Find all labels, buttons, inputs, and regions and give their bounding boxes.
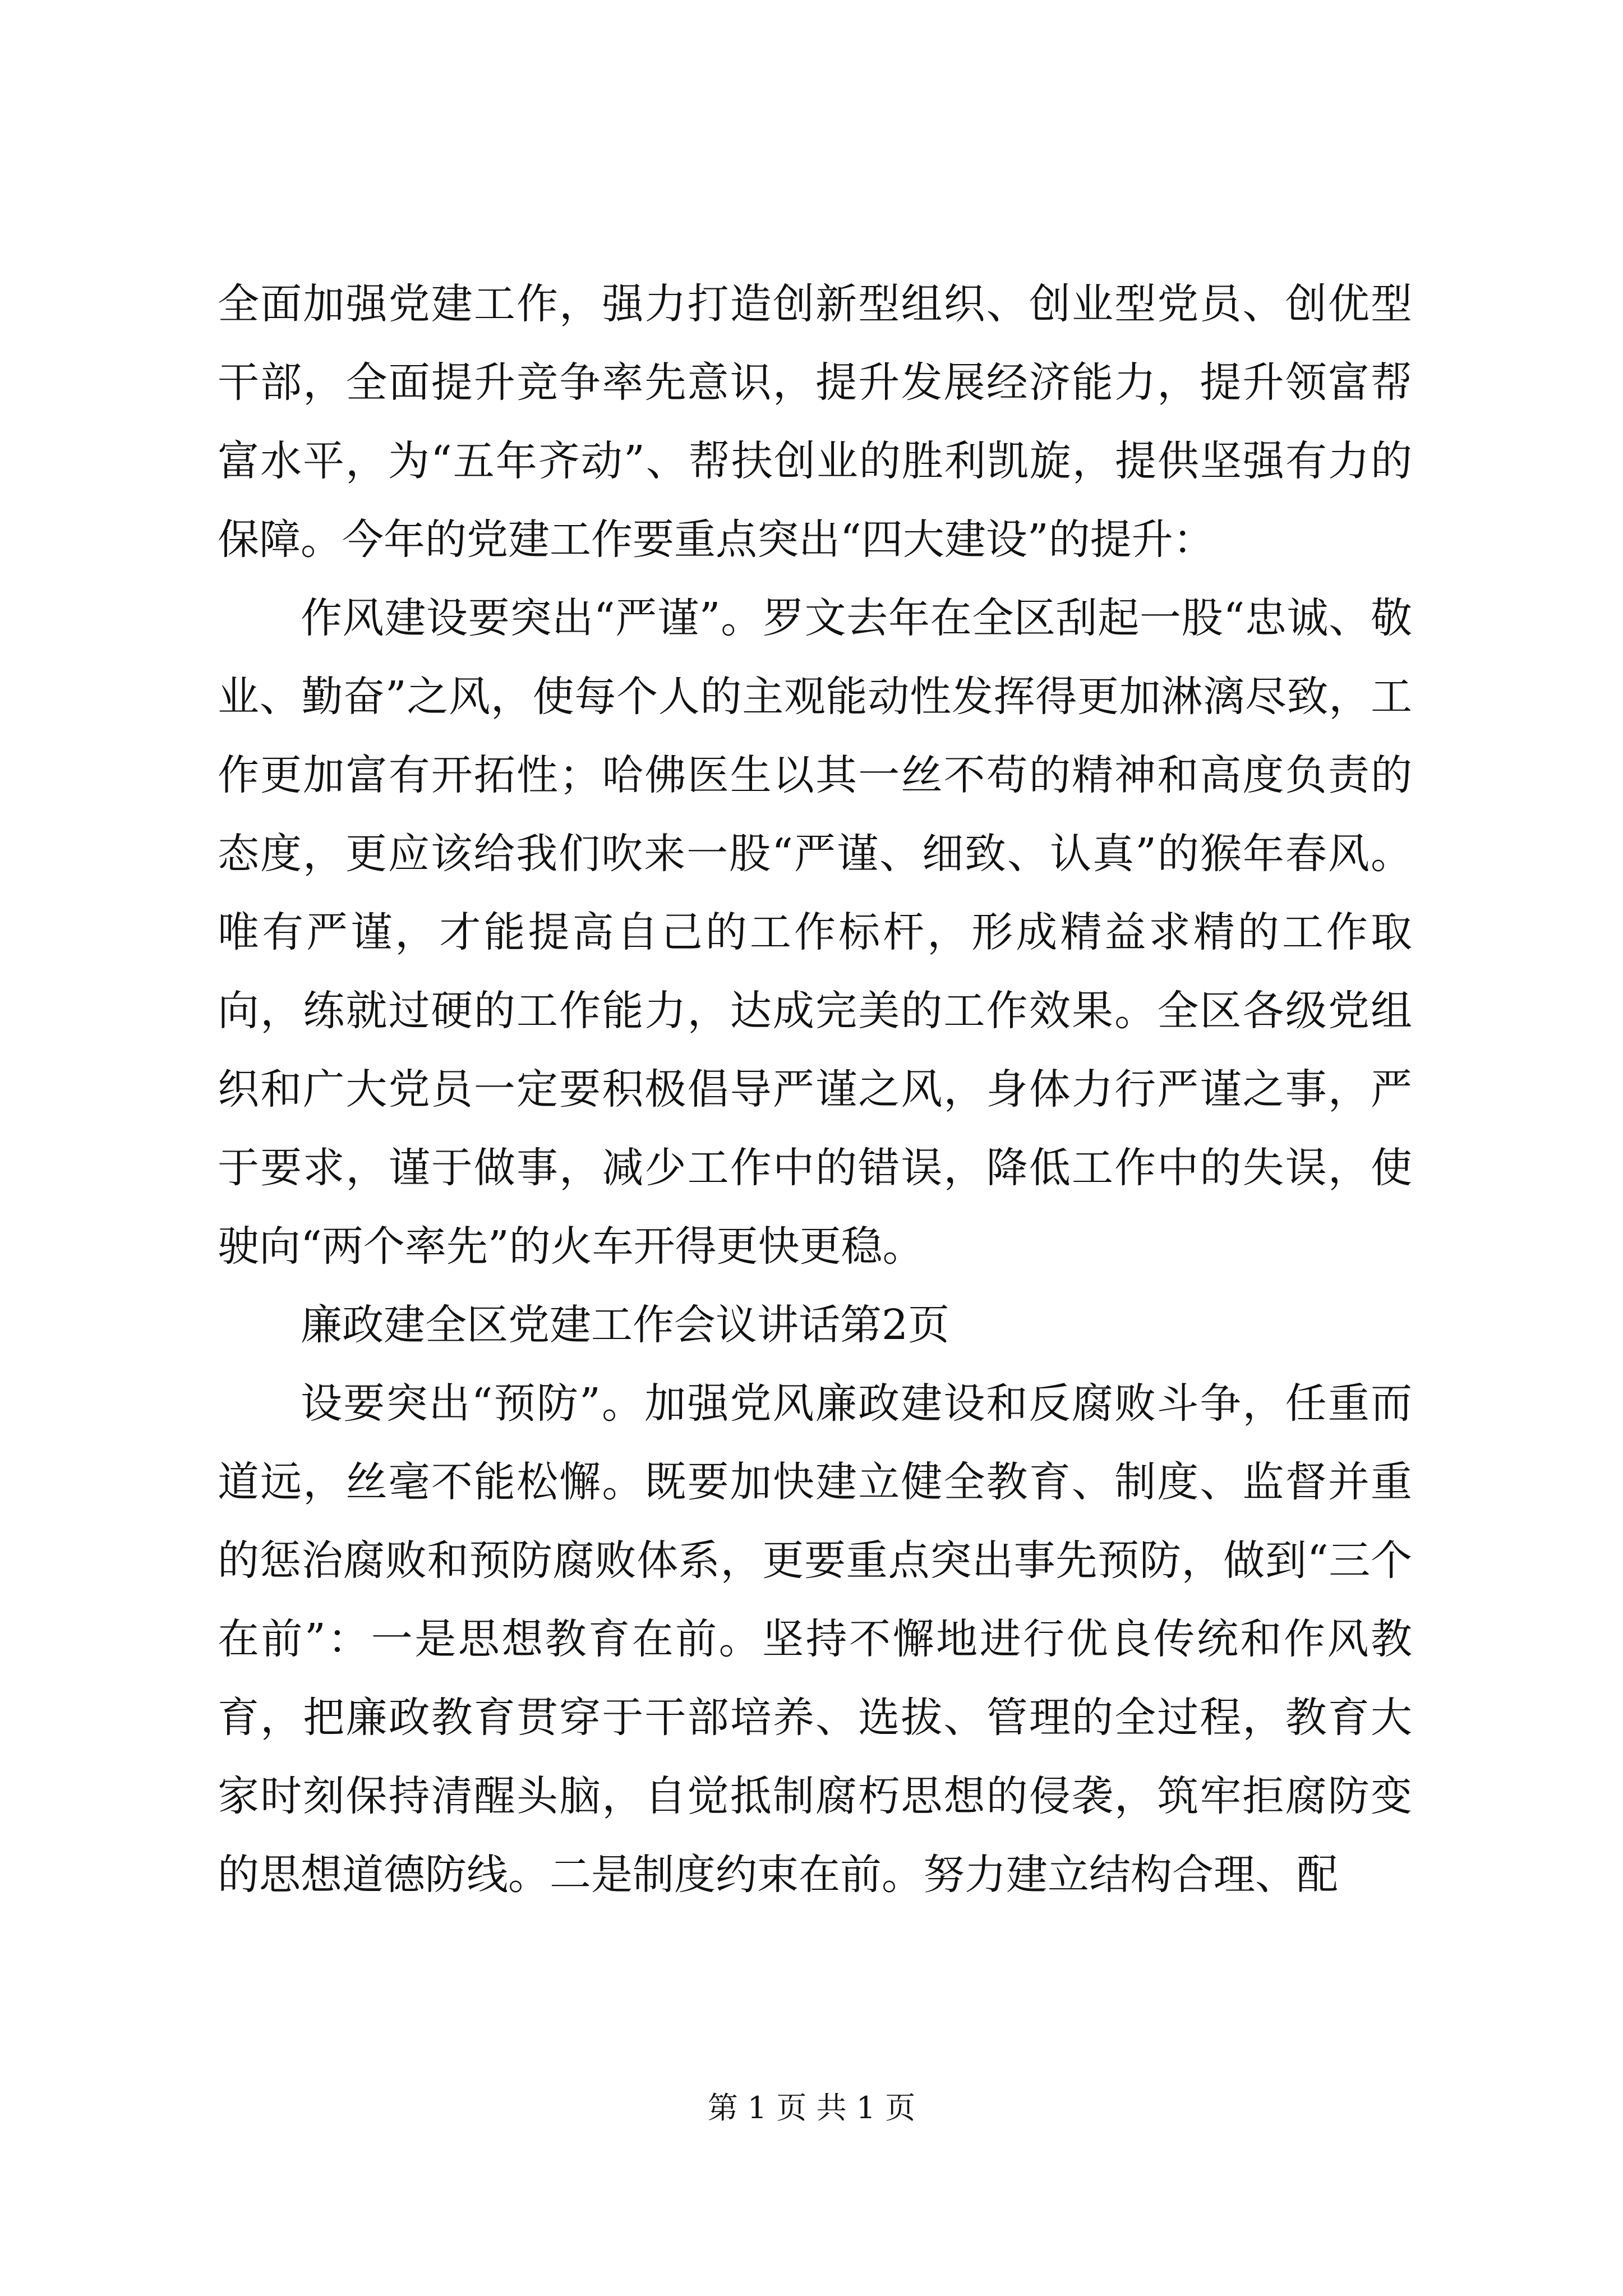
document-body: [218, 265, 1412, 1914]
paragraph-intro: 全面加强党建工作，强力打造创新型组织、创业型党员、创优型干部，全面提升竞争率先意识，提升发展经济能力，提升领富帮富水平，为“五年齐动”、帮扶创业的胜利凯旋，提供坚强有力的保障。今年的党建工作要重点突出“四大建设”的提升：: [218, 280, 1412, 564]
paragraph-anti-corruption: 设要突出“预防”。加强党风廉政建设和反腐败斗争，任重而道远，丝毫不能松懈。既要加快建立健全教育、制度、监督并重的惩治腐败和预防腐败体系，更要重点突出事先预防，做到“三个在前”：一是思想教育在前。坚持不懈地进行优良传统和作风教育，把廉政教育贯穿于干部培养、选拔、管理的全过程，教育大家时刻保持清醒头脑，自觉抵制腐朽思想的侵袭，筑牢拒腐防变的思想道德防线。二是制度约束在前。努力建立结构合理、配: [218, 1379, 1412, 1899]
paragraph-page-marker: 廉政建全区党建工作会议讲话第2页: [301, 1301, 950, 1349]
page-footer: 第 1 页 共 1 页: [707, 2090, 916, 2125]
paragraph-work-style: 作风建设要突出“严谨”。罗文去年在全区刮起一股“忠诚、敬业、勤奋”之风，使每个人的主观能动性发挥得更加淋漓尽致，工作更加富有开拓性；哈佛医生以其一丝不苟的精神和高度负责的态度，更应该给我们吹来一股“严谨、细致、认真”的猴年春风。唯有严谨，才能提高自己的工作标杆，形成精益求精的工作取向，练就过硬的工作能力，达成完美的工作效果。全区各级党组织和广大党员一定要积极倡导严谨之风，身体力行严谨之事，严于要求，谨于做事，减少工作中的错误，降低工作中的失误，使驶向“两个率先”的火车开得更快更稳。: [218, 594, 1412, 1271]
